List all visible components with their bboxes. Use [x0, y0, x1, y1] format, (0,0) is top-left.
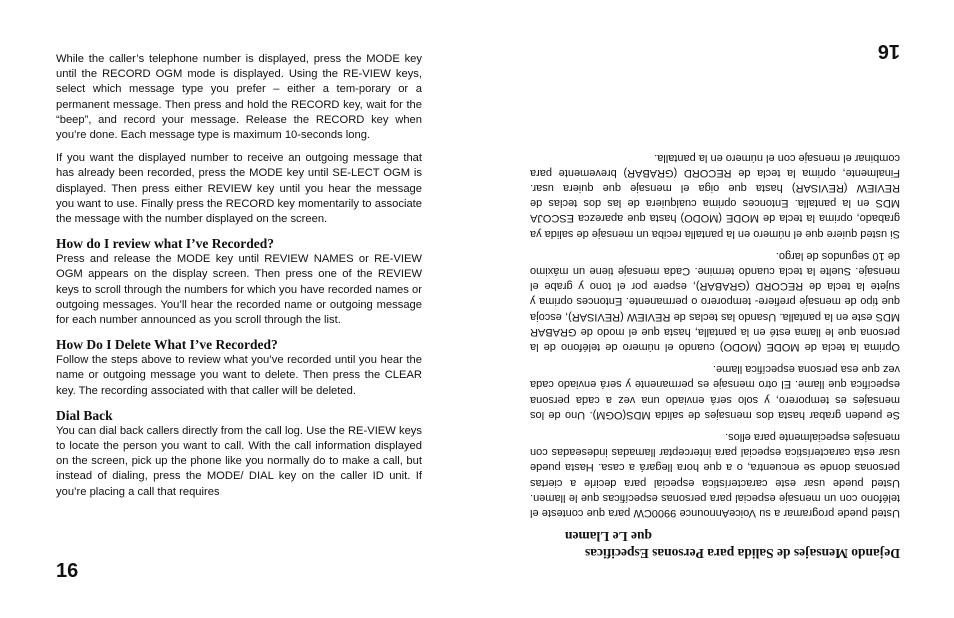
- right-page-rotated: [530, 30, 900, 590]
- paragraph-record-ogm: While the caller’s telephone number is displayed, press the MODE key until the RECORD OGM mode is displayed. Using the RE-VIEW keys, select which message type you prefer – either a tem-porary or a permanent message. Then press and hold the RECORD key, wait for the “beep”, and record your message. Release the RECORD key when you’re done. Each message type is maximum 10-seconds long.: [56, 53, 422, 142]
- heading-delete-recorded: How Do I Delete What I’ve Recorded?: [56, 337, 278, 353]
- paragraph-spanish-record: Oprima la tecla de MODE (MODO) cuando el número de teléfono de la persona que le llama esté en la pantalla, hasta que el modo de GRABAR MDS este en la pantalla. Usando las teclas de REVIEW (REVISAR), escoja que tipo de mensaje prefiere- temporero o permanente. Entonces oprima y sujete la tecla de RECORD (GRABAR), espere por el tono y grabe el mensaje. Suelte la tecla cuando termine. Cada mensaje tiene un máximo de 10 segundos de largo.: [530, 249, 900, 353]
- paragraph-select-ogm: If you want the displayed number to receive an outgoing message that has already been recorded, press the MODE key until SE-LECT OGM is displayed. Then press either REVIEW key until you hear the message you want to use. Finally press the RECORD key momentarily to associate the message with the number displayed on the screen.: [56, 152, 422, 226]
- paragraph-spanish-select: Si usted quiere que el número en la pantalla reciba un mensaje de salida ya grabado, oprima la tecla de MODE (MODO) hasta que aparezca ESCOJA MDS en la pantalla. Entonces oprima cualquiera de las dos teclas de REVIEW (REVISAR) hasta que oiga el mensaje que quiera usar. Finalmente, oprima la tecla de RECORD (GRABAR) brevemente para combinar el mensaje con el número en la pantalla.: [530, 151, 900, 240]
- heading-dial-back: Dial Back: [56, 407, 113, 423]
- right-page-content: [530, 142, 900, 562]
- right-page-number: 16: [877, 40, 900, 62]
- paragraph-dial-back: You can dial back callers directly from the call log. Use the RE-VIEW keys to locate the person you want to call. With the call information displayed on the screen, pick up the phone like you normally do to make a call, but instead of dialing, press the MODE/ DIAL key on the caller ID unit. If you’re placing a call that requires: [56, 424, 422, 498]
- heading-review-recorded: How do I review what I’ve Recorded?: [56, 236, 274, 252]
- heading-spanish-ogm-line2: que Le Llamen: [564, 529, 652, 544]
- heading-spanish-ogm: Dejando Mensajes de Salida para Personas Especificas: [585, 546, 900, 561]
- left-page: [56, 52, 422, 508]
- left-page-number: 16: [56, 560, 79, 582]
- paragraph-spanish-two-messages: Se pueden grabar hasta dos mensajes de salida MDS(OGM). Uno de los mensajes es temporero, y solo será enviado una vez a cada persona específica que llame. El otro mensaje es permanente y será enviado cada vez que esa persona específica llame.: [530, 363, 900, 421]
- paragraph-spanish-intro: Usted puede programar a su VoiceAnnounce 9900CW para que conteste el teléfono con un mensaje especial para personas específicas que le llamen. Usted puede usar este característica especial para decirle a ciertas personas donde se encuentra, o a que hora llegará a casa. Hasta puede usar esta característica especial para interceptar llamadas indeseadas con mensajes especialmente para ellos.: [530, 430, 900, 519]
- paragraph-delete-recorded: Follow the steps above to review what you’ve recorded until you hear the name or outgoing message you want to delete. Then press the CLEAR key. The recording associated with that caller will be deleted.: [56, 354, 422, 397]
- paragraph-review-recorded: Press and release the MODE key until REVIEW NAMES or RE-VIEW OGM appears on the display screen. Then press one of the REVIEW keys to scroll through the numbers for which you have recorded names or outgoing messages. You’ll hear the recorded name or outgoing message for each number announced as you scroll through the list.: [56, 253, 422, 327]
